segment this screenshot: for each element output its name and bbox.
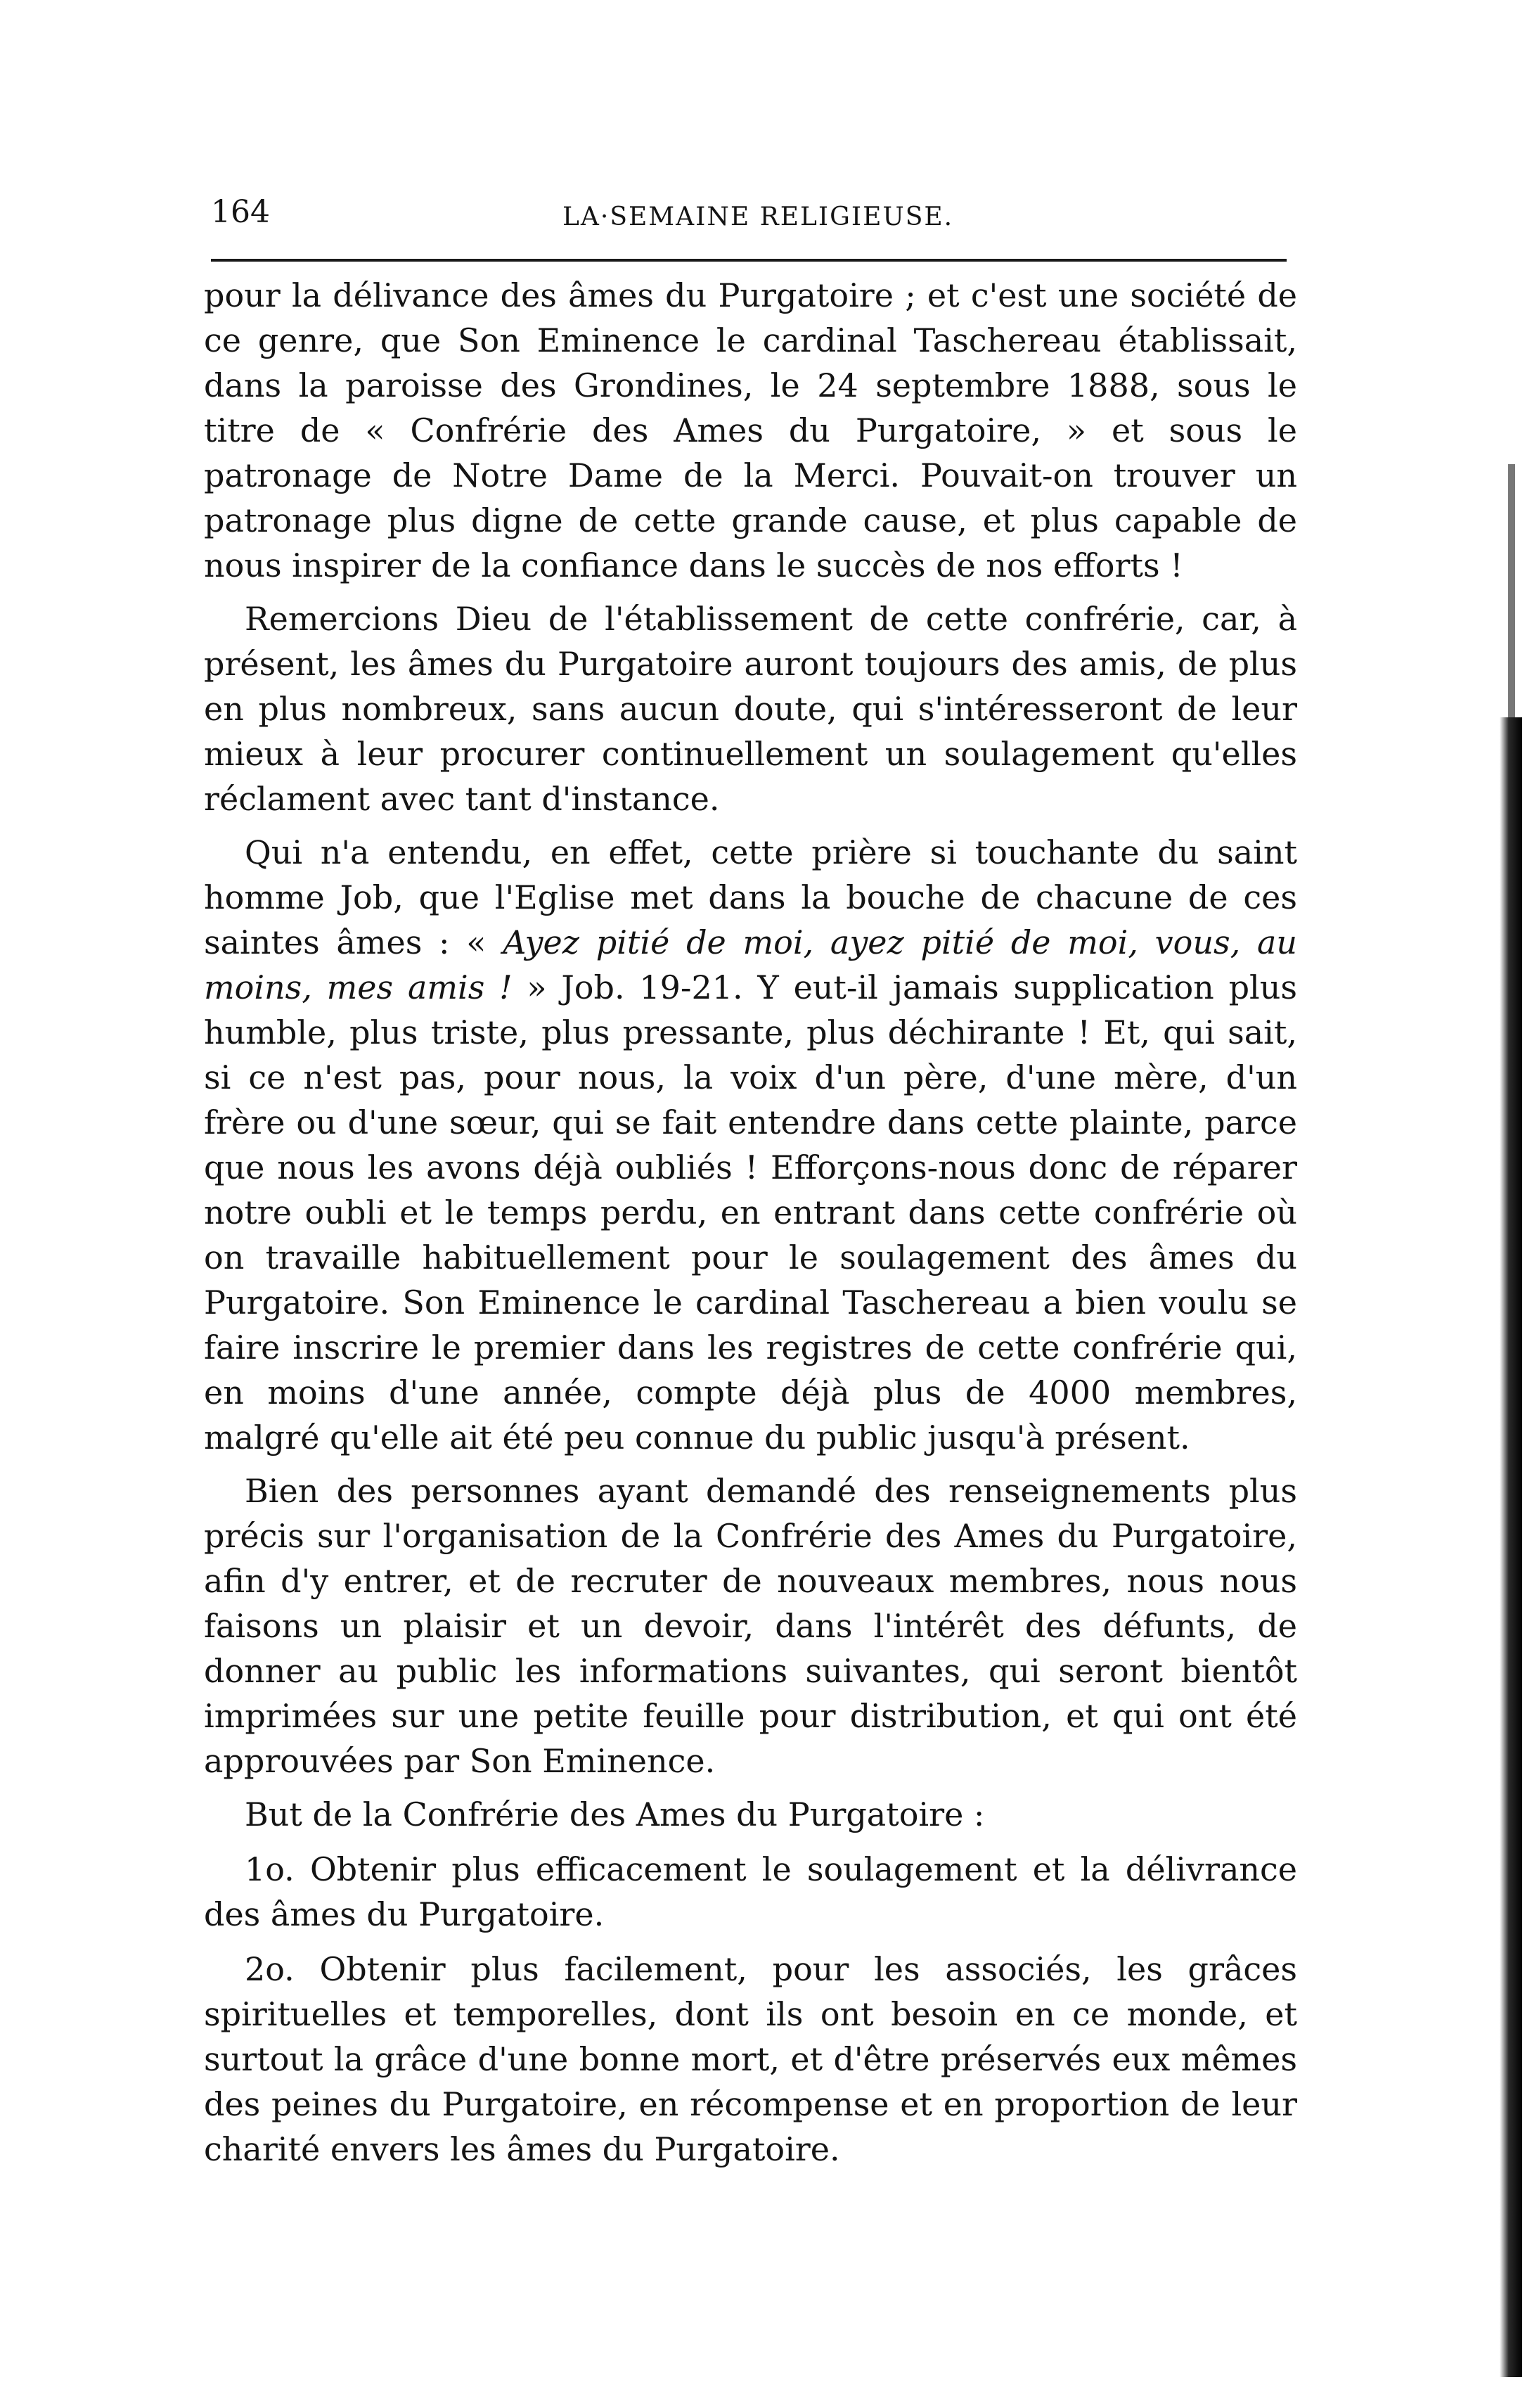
header-rule	[211, 259, 1287, 262]
list-item-2: 2o. Obtenir plus facilement, pour les associés, les grâces spirituelles et temporelles, dont ils ont besoin en ce monde, et surtout la grâce d'une bonne mort, et d'être préservés eux mêmes des peines du Purgatoire, en récompense et en proportion de leur charité envers les âmes du Purgatoire.	[204, 1950, 1297, 2168]
list-item-1: 1o. Obtenir plus efficacement le soulagement et la délivrance des âmes du Purgatoire.	[204, 1850, 1297, 1933]
paragraph-3	[204, 830, 1297, 1460]
paragraph-4: Bien des personnes ayant demandé des renseignements plus précis sur l'organisation de la Confrérie des Ames du Purgatoire, afin d'y entrer, et de recruter de nouveaux membres, nous nous faisons un plaisir et un devoir, dans l'intérêt des défunts, de donner au public les informations suivantes, qui seront bientôt imprimées sur une petite feuille pour distribution, et qui ont été approuvées par Son Eminence.	[204, 1472, 1297, 1780]
article-body	[204, 273, 1297, 2182]
page-edge-shadow-top	[1508, 464, 1515, 717]
page-number: 164	[211, 194, 270, 230]
paragraph-3-rest: » Job. 19-21. Y eut-il jamais supplication plus humble, plus triste, plus pressante, plus déchirante ! Et, qui sait, si ce n'est pas, pour nous, la voix d'un père, d'une mère, d'un frère ou d'une sœur, qui se fait entendre dans cette plainte, parce que nous les avons déjà oubliés ! Efforçons-nous donc de réparer notre oubli et le temps perdu, en entrant dans cette confrérie où on travaille habituellement pour le soulagement des âmes du Purgatoire. Son Eminence le cardinal Taschereau a bien voulu se faire inscrire le premier dans les registres de cette confrérie qui, en moins d'une année, compte déjà plus de 4000 membres, malgré qu'elle ait été peu connue du public jusqu'à présent.	[204, 968, 1298, 1456]
paragraph-3-intro: Qui n'a entendu, en effet, cette prière si touchante du saint homme Job, que l'Eglise met dans la bouche de chacune de ces saintes âmes : «	[204, 833, 1297, 961]
job-quote: Ayez pitié de moi, ayez pitié de moi, vous, au moins, mes amis !	[204, 923, 1297, 1006]
paragraph-1: pour la délivance des âmes du Purgatoire ; et c'est une société de ce genre, que Son Eminence le cardinal Taschereau établissait, dans la paroisse des Grondines, le 24 septembre 1888, sous le titre de « Confrérie des Ames du Purgatoire, » et sous le patronage de Notre Dame de la Merci. Pouvait-on trouver un patronage plus digne de cette grande cause, et plus capable de nous inspirer de la confiance dans le succès de nos efforts !	[204, 276, 1297, 584]
paragraph-2: Remercions Dieu de l'établissement de cette confrérie, car, à présent, les âmes du Purgatoire auront toujours des amis, de plus en plus nombreux, sans aucun doute, qui s'intéresseront de leur mieux à leur procurer continuellement un soulagement qu'elles réclament avec tant d'instance.	[204, 600, 1297, 818]
page-edge-shadow	[1500, 717, 1522, 2377]
section-heading: But de la Confrérie des Ames du Purgatoire :	[245, 1795, 985, 1833]
page-header	[211, 194, 1287, 243]
running-title: LA·SEMAINE RELIGIEUSE.	[562, 203, 954, 231]
